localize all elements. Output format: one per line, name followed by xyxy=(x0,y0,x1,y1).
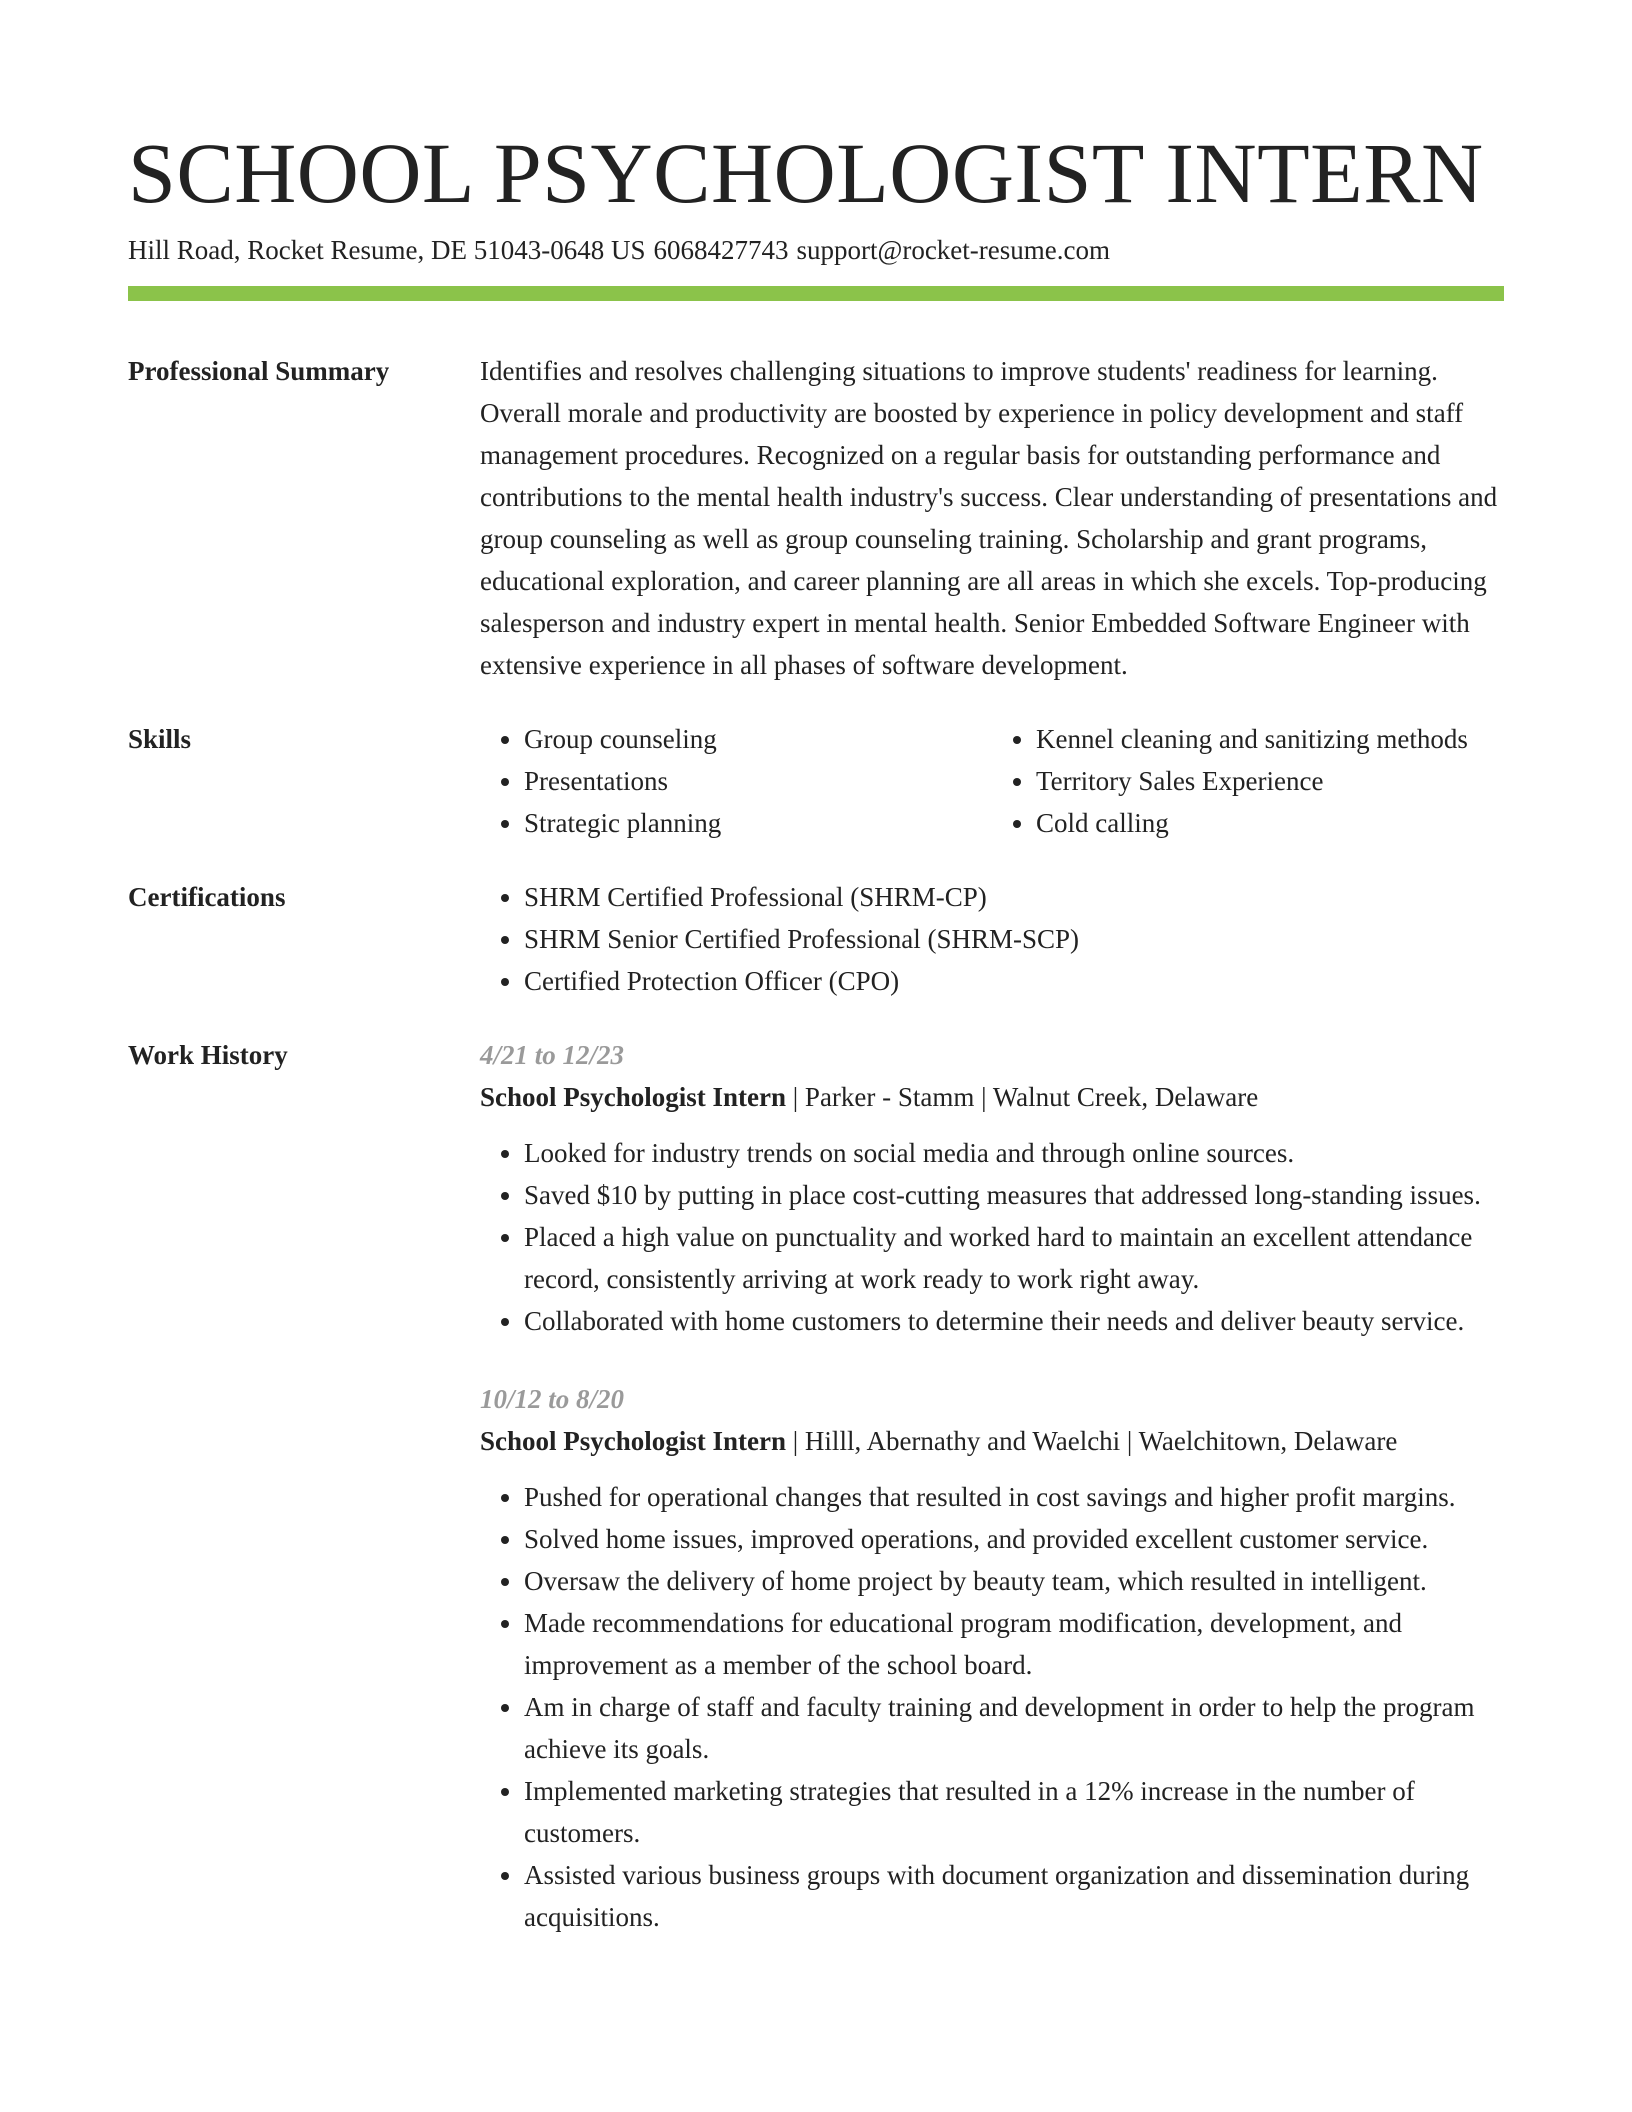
section-title: Certifications xyxy=(128,882,286,912)
job-title-line xyxy=(480,1420,1504,1462)
job-bullet: • Placed a high value on punctuality and worked hard to maintain an excellent attendance record, consistently arriving at work ready to work right away. xyxy=(524,1216,1504,1300)
job-bullet: • Looked for industry trends on social media and through online sources. xyxy=(524,1132,1504,1174)
phone: 6068427743 xyxy=(653,235,789,265)
job-company-location: | Hilll, Abernathy and Waelchi | Waelchitown, Delaware xyxy=(786,1426,1398,1456)
job-bullet: • Oversaw the delivery of home project by beauty team, which resulted in intelligent. xyxy=(524,1560,1504,1602)
job-entry xyxy=(480,1034,1504,1342)
job-company-location: | Parker - Stamm | Walnut Creek, Delaware xyxy=(786,1082,1259,1112)
resume-sections xyxy=(128,350,1504,2006)
candidate-name: SCHOOL PSYCHOLOGIST INTERN xyxy=(128,125,1484,221)
section-body xyxy=(480,1034,1504,1974)
section-body xyxy=(480,350,1504,686)
skills-list-right xyxy=(992,718,1504,844)
address: Hill Road, Rocket Resume, DE 51043-0648 US xyxy=(128,235,646,265)
job-role: School Psychologist Intern xyxy=(480,1082,787,1112)
section-title: Professional Summary xyxy=(128,356,390,386)
job-bullet: • Am in charge of staff and faculty training and development in order to help the program achieve its goals. xyxy=(524,1686,1504,1770)
skill-item: • Territory Sales Experience xyxy=(1036,760,1504,802)
job-bullet: • Pushed for operational changes that resulted in cost savings and higher profit margins. xyxy=(524,1476,1504,1518)
job-dates: 10/12 to 8/20 xyxy=(480,1384,625,1414)
certification-item: • SHRM Certified Professional (SHRM-CP) xyxy=(524,876,1504,918)
job-bullets xyxy=(480,1476,1504,1938)
skill-item: • Group counseling xyxy=(524,718,992,760)
certifications-list xyxy=(480,876,1504,1002)
job-dates: 4/21 to 12/23 xyxy=(480,1040,625,1070)
summary-section xyxy=(128,350,1504,686)
skills-section xyxy=(128,718,1504,844)
section-body xyxy=(480,876,1504,1002)
section-title: Work History xyxy=(128,1040,288,1070)
summary-text: Identifies and resolves challenging situations to improve students' readiness for learning. Overall morale and productivity are boosted by experience in policy development and staff management procedures. Recognized on a regular basis for outstanding performance and contributions to the mental health industry's success. Clear understanding of presentations and group counseling as well as group counseling training. Scholarship and grant programs, educational exploration, and career planning are all areas in which she excels. Top-producing salesperson and industry expert in mental health. Senior Embedded Software Engineer with extensive experience in all phases of software development. xyxy=(480,356,1498,680)
skills-columns xyxy=(480,718,1504,844)
job-entry xyxy=(480,1378,1504,1938)
skill-item: • Strategic planning xyxy=(524,802,992,844)
job-bullet: • Saved $10 by putting in place cost-cutting measures that addressed long-standing issues. xyxy=(524,1174,1504,1216)
job-bullet: • Assisted various business groups with document organization and dissemination during acquisitions. xyxy=(524,1854,1504,1938)
skill-item: • Presentations xyxy=(524,760,992,802)
skills-list-left xyxy=(480,718,992,844)
job-bullet: • Implemented marketing strategies that resulted in a 12% increase in the number of customers. xyxy=(524,1770,1504,1854)
job-bullets xyxy=(480,1132,1504,1342)
contact-line xyxy=(128,230,1118,270)
job-bullet: • Solved home issues, improved operations, and provided excellent customer service. xyxy=(524,1518,1504,1560)
job-bullet: • Made recommendations for educational program modification, development, and improvement as a member of the school board. xyxy=(524,1602,1504,1686)
email: support@rocket-resume.com xyxy=(796,235,1110,265)
certifications-section xyxy=(128,876,1504,1002)
section-title: Skills xyxy=(128,724,192,754)
skill-item: • Cold calling xyxy=(1036,802,1504,844)
certification-item: • SHRM Senior Certified Professional (SHRM-SCP) xyxy=(524,918,1504,960)
work-history-section xyxy=(128,1034,1504,1974)
job-bullet: • Collaborated with home customers to determine their needs and deliver beauty service. xyxy=(524,1300,1504,1342)
job-role: School Psychologist Intern xyxy=(480,1426,787,1456)
skill-item: • Kennel cleaning and sanitizing methods xyxy=(1036,718,1504,760)
job-title-line xyxy=(480,1076,1504,1118)
header-divider xyxy=(128,286,1504,301)
certification-item: • Certified Protection Officer (CPO) xyxy=(524,960,1504,1002)
